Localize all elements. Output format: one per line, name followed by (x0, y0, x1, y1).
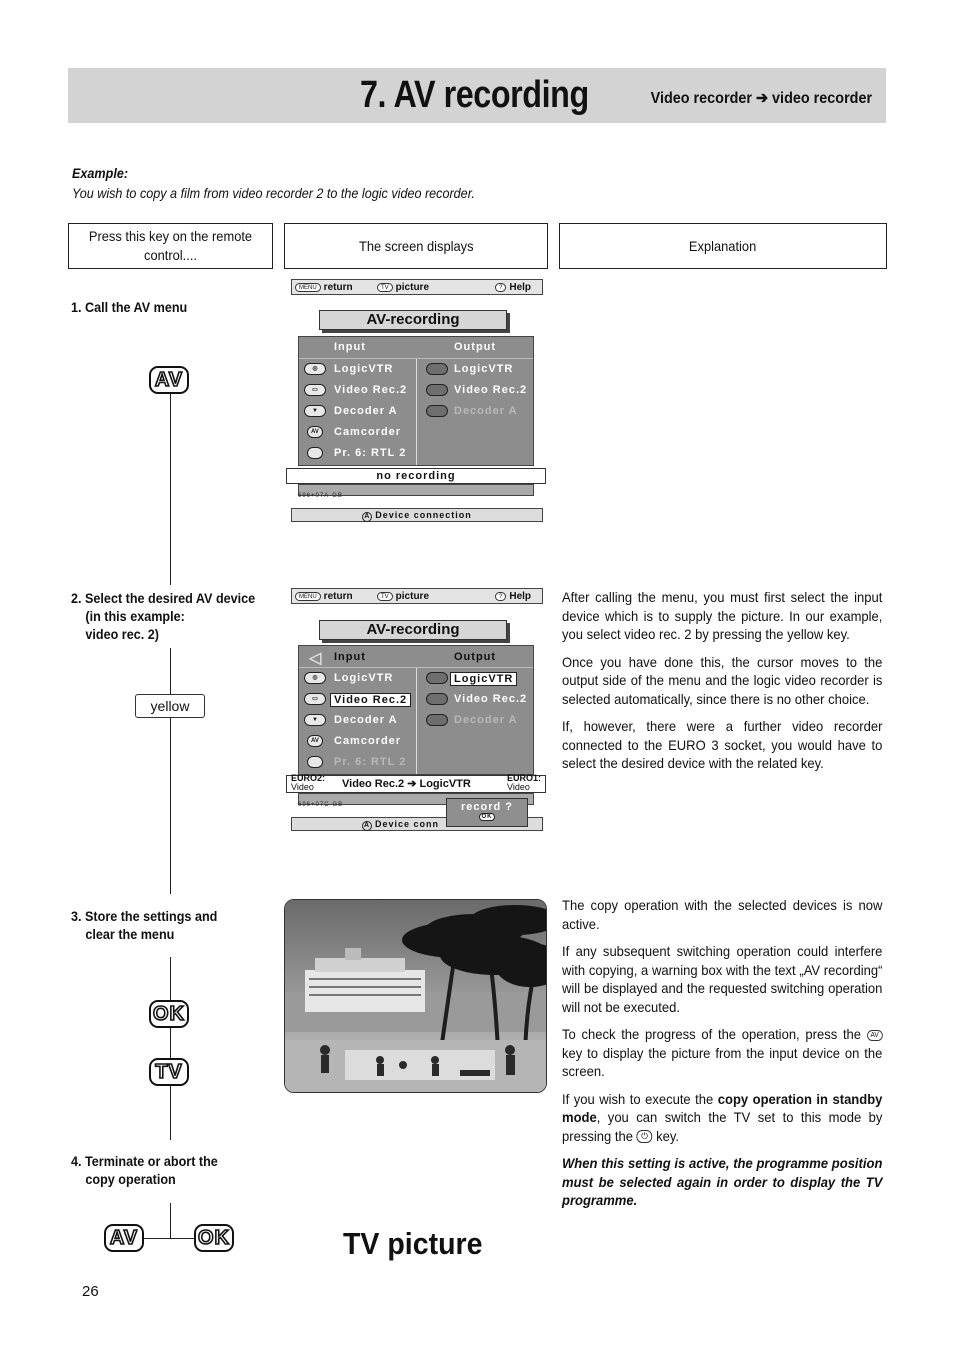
list-item[interactable]: ▼ Decoder A Decoder A (299, 401, 533, 422)
output-oval-icon (426, 363, 448, 375)
route-status: EURO2: Video Video Rec.2 ➔ LogicVTR EURO1: Video (286, 775, 546, 793)
menu-title: AV-recording (319, 620, 507, 640)
av-icon: AV (307, 426, 323, 438)
a-symbol-icon: A (364, 513, 371, 520)
tv-icon: TV (377, 283, 393, 292)
column-header-press: Press this key on the remote control.... (68, 223, 273, 269)
column-header-explanation: Explanation (559, 223, 887, 269)
tv-picture-heading: TV picture (343, 1226, 483, 1261)
help-icon: ? (495, 592, 506, 601)
av-key[interactable]: AV (104, 1224, 144, 1252)
step-4: 4. Terminate or abort the copy operation (71, 1153, 218, 1187)
list-item[interactable]: Pr. 6: RTL 2 (299, 443, 533, 464)
ok-key[interactable]: OK (149, 1000, 189, 1028)
av-key[interactable]: AV (149, 366, 189, 394)
tv-key[interactable]: TV (149, 1058, 189, 1086)
ok-key[interactable]: OK (194, 1224, 234, 1252)
a-symbol-icon: A (363, 822, 371, 829)
column-header-screen: The screen displays (284, 223, 548, 269)
menu-icon: MENU (295, 592, 321, 601)
example-text: You wish to copy a film from video recorder 2 to the logic video recorder. (72, 185, 475, 201)
blank-key-icon (307, 447, 323, 459)
screen-mockup-1 (286, 279, 548, 524)
standby-power-icon: ⏻ (637, 1130, 653, 1143)
flow-line (170, 1203, 171, 1238)
av-icon: AV (307, 735, 323, 747)
list-item[interactable]: ◎ LogicVTR LogicVTR (299, 668, 533, 689)
flow-line (170, 648, 171, 694)
flow-line (170, 957, 171, 1000)
list-item[interactable]: ▭ Video Rec.2 Video Rec.2 (299, 380, 533, 401)
screen-code: 696+07C-GB (298, 802, 344, 808)
list-item[interactable]: Pr. 6: RTL 2 (299, 752, 533, 773)
flow-line (170, 1028, 171, 1058)
explanation-step-3: The copy operation with the selected devices is now active. If any subsequent switching operation could interfere with copying, a warning box with the text „AV recording“ will be displayed and the requested switching operation will not be executed. To check the progress of the operation, press the AV key to display the picture from the input device on the screen. If you wish to execute the copy operation in standby mode, you can switch the TV set to this mode by pressing the ⏻ key. When this setting is active, the programme position must be selected again in order to display the TV programme. (562, 897, 883, 1208)
output-oval-icon (426, 714, 448, 726)
harbour-pool-scene-image (285, 900, 547, 1093)
chapter-subtitle: Video recorder ➔ video recorder (650, 90, 872, 107)
list-item[interactable]: AV Camcorder (299, 731, 533, 752)
menu-icon: MENU (295, 283, 321, 292)
eye-icon: ◎ (304, 672, 326, 684)
yellow-key[interactable]: yellow (135, 694, 205, 718)
important-note: When this setting is active, the programme position must be selected again in order to display the TV programme. (562, 1155, 883, 1208)
cassette-icon: ▭ (304, 384, 326, 396)
record-prompt[interactable]: record ? OK (446, 798, 528, 827)
step-1: 1. Call the AV menu (71, 299, 188, 315)
tv-picture-image (284, 899, 547, 1093)
decoder-icon: ▼ (304, 714, 326, 726)
device-connection-bar: A Device connection (291, 508, 543, 522)
ok-icon: OK (479, 813, 495, 821)
example-label: Example: (72, 165, 129, 181)
av-key-icon: AV (867, 1030, 883, 1041)
screen-mockup-2 (286, 588, 548, 833)
cursor-arrow-icon: ◁ (309, 650, 323, 667)
menu-title: AV-recording (319, 310, 507, 330)
help-icon: ? (495, 283, 506, 292)
list-item[interactable]: ◎ LogicVTR LogicVTR (299, 359, 533, 380)
cassette-icon: ▭ (304, 693, 326, 705)
menu-hint-bar: MENU return TV picture ? Help (291, 279, 543, 295)
list-item[interactable]: ▭ Video Rec.2 Video Rec.2 (299, 689, 533, 710)
decoder-icon: ▼ (304, 405, 326, 417)
output-oval-icon (426, 693, 448, 705)
chapter-header (68, 68, 886, 123)
av-panel: ◁ Input Output ◎ LogicVTR LogicVTR ▭ Video Rec.2 Video Rec.2 ▼ Decoder A Decoder A AV Camcorder Pr. 6: RTL 2 (298, 645, 534, 775)
page-number: 26 (82, 1283, 99, 1300)
explanation-step-2: After calling the menu, you must first select the input device which is to supply the picture. In our example, you select video rec. 2 by pressing the yellow key. Once you have done this, the cursor moves to the output side of the menu and the logic video recorder is selected automatically, since there is no other choice. If, however, there were a further video recorder connected to the EURO 3 socket, you would have to select the desired device with the related key. (562, 589, 883, 771)
list-item[interactable]: AV Camcorder (299, 422, 533, 443)
step-2: 2. Select the desired AV device (in this example: video rec. 2) (71, 590, 256, 642)
list-item[interactable]: ▼ Decoder A Decoder A (299, 710, 533, 731)
output-oval-icon (426, 672, 448, 684)
output-oval-icon (426, 405, 448, 417)
flow-line (170, 718, 171, 894)
tv-icon: TV (377, 592, 393, 601)
chapter-title: 7. AV recording (360, 74, 589, 116)
output-oval-icon (426, 384, 448, 396)
screen-code: 696+07A-GB (298, 493, 343, 499)
step-3: 3. Store the settings and clear the menu (71, 908, 218, 942)
av-panel: Input Output ◎ LogicVTR LogicVTR ▭ Video Rec.2 Video Rec.2 ▼ Decoder A Decoder A AV Camcorder Pr. 6: RTL 2 (298, 336, 534, 466)
blank-key-icon (307, 756, 323, 768)
device-connection-bar: A Device conn (291, 817, 543, 831)
recording-status: no recording (286, 468, 546, 484)
flow-line (170, 1086, 171, 1140)
menu-hint-bar: MENU return TV picture ? Help (291, 588, 543, 604)
flow-line (170, 394, 171, 585)
eye-icon: ◎ (304, 363, 326, 375)
